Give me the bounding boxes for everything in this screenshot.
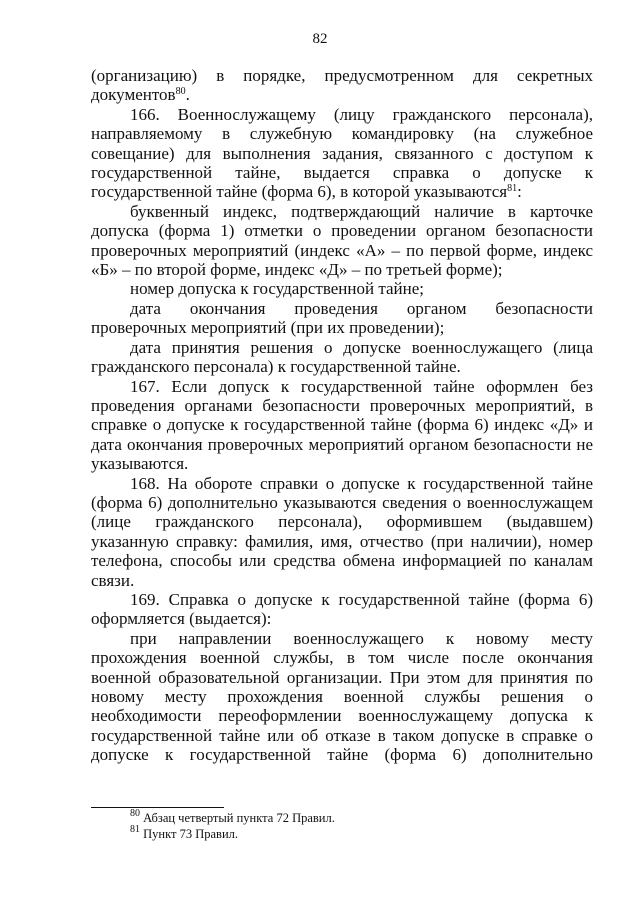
paragraph-text: дата окончания проведения органом безопасности проверочных мероприятий (при их проведении); (91, 298, 593, 338)
paragraph (91, 202, 593, 280)
paragraph (91, 338, 593, 377)
footnote-reference: 80 (175, 86, 186, 98)
footnote (130, 808, 590, 827)
paragraph-text: : (517, 182, 522, 202)
paragraph (91, 105, 593, 202)
footnote-text: Пункт 73 Правил. (140, 826, 238, 841)
paragraph (91, 590, 593, 629)
page-number: 82 (312, 31, 328, 47)
paragraph (91, 66, 593, 105)
footnotes (130, 808, 590, 842)
footnote (130, 823, 590, 843)
footnote-marker: 80 (130, 808, 140, 819)
paragraph-text: 169. Справка о допуске к государственной тайне (форма 6) оформляется (выдается): (91, 589, 593, 629)
paragraph-text: номер допуска к государственной тайне; (130, 279, 424, 299)
footnote-reference: 81 (507, 183, 518, 195)
paragraph-text: 167. Если допуск к государственной тайне оформлен без проведения органами безопасности проверочных мероприятий, в справке о допуске к государственной тайне (форма 6) индекс «Д» и дата окончания проверочных мероприятий органом безопасности не указываются. (91, 376, 593, 474)
paragraph-text: (организацию) в порядке, предусмотренном для секретных документов (91, 66, 593, 105)
paragraph-text: буквенный индекс, подтверждающий наличие в карточке допуска (форма 1) отметки о проведении органом безопасности проверочных мероприятий (индекс «А» – по первой форме, индекс «Б» – по второй форме, индекс «Д» – по третьей форме); (91, 201, 593, 280)
footnote-text: Абзац четвертый пункта 72 Правил. (140, 811, 335, 825)
paragraph (91, 474, 593, 590)
paragraph-text: 166. Военнослужащему (лицу гражданского персонала), направляемому в служебную командировку (на служебное совещание) для выполнения задания, связанного с доступом к государственной тайне, выдается справка о допуске к государственной тайне (форма 6), в которой указываются (91, 104, 593, 202)
body-text (91, 66, 593, 765)
paragraph (91, 629, 593, 765)
paragraph (91, 279, 593, 298)
paragraph (91, 299, 593, 338)
paragraph (91, 377, 593, 474)
footnote-marker: 81 (130, 823, 140, 835)
paragraph-text: 168. На обороте справки о допуске к государственной тайне (форма 6) дополнительно указываются сведения о военнослужащем (лице гражданского персонала), оформившем (выдавшем) указанную справку: фамилия, имя, отчество (при наличии), номер телефона, способы или средства обмена информацией по каналам связи. (91, 473, 593, 590)
paragraph-text: . (185, 85, 190, 105)
footnote-separator (91, 807, 224, 808)
paragraph-text: при направлении военнослужащего к новому месту прохождения военной службы, в том числе после окончания военной образовательной организации. При этом для принятия по новому месту прохождения военной службы решения о необходимости переоформлении военнослужащему допуска к государственной тайне или об отказе в таком допуске в справке о допуске к государственной тайне (форма 6) дополнительно (91, 628, 593, 765)
paragraph-text: дата принятия решения о допуске военнослужащего (лица гражданского персонала) к государственной тайне. (91, 337, 593, 377)
